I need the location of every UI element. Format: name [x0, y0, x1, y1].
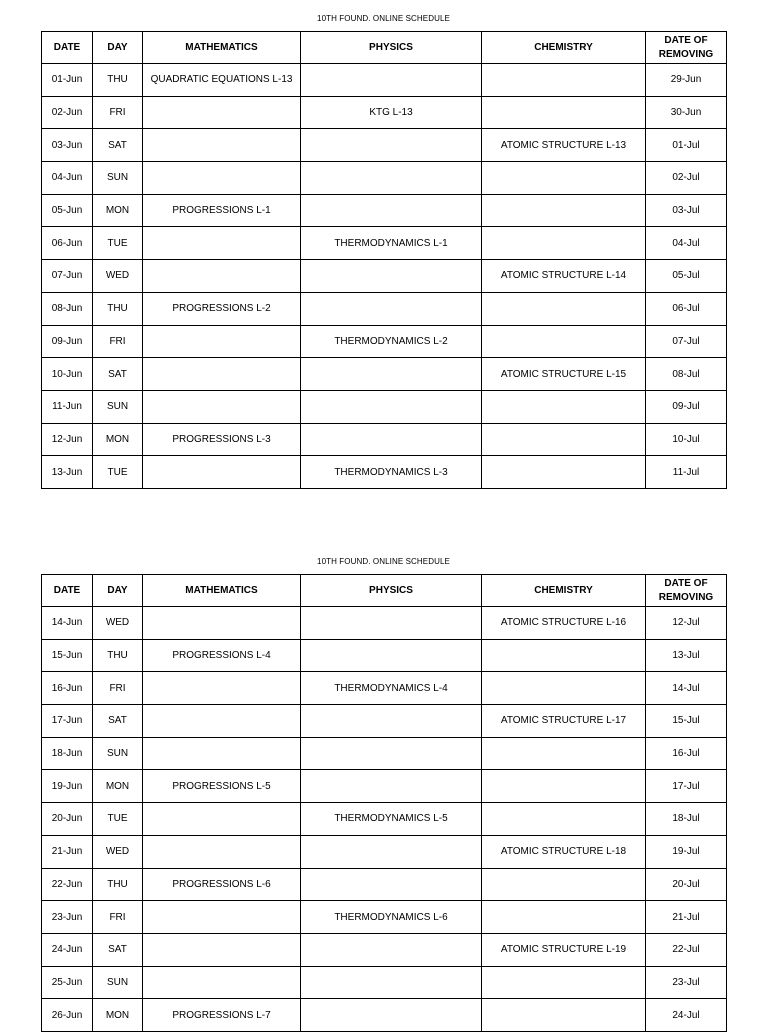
day-cell: MON — [93, 423, 143, 456]
day-cell: SUN — [93, 390, 143, 423]
chemistry-cell: ATOMIC STRUCTURE L-17 — [482, 705, 646, 738]
mathematics-cell: PROGRESSIONS L-3 — [143, 423, 301, 456]
date-cell: 14-Jun — [42, 607, 93, 640]
mathematics-cell — [143, 933, 301, 966]
physics-cell — [301, 639, 482, 672]
header-chemistry: CHEMISTRY — [482, 575, 646, 607]
day-cell: FRI — [93, 901, 143, 934]
day-cell: SAT — [93, 129, 143, 162]
chemistry-cell: ATOMIC STRUCTURE L-13 — [482, 129, 646, 162]
day-cell: SUN — [93, 966, 143, 999]
schedule-table — [41, 574, 727, 1032]
physics-cell — [301, 966, 482, 999]
physics-cell — [301, 933, 482, 966]
schedule-title: 10TH FOUND. ONLINE SCHEDULE — [317, 557, 450, 566]
schedule-sheet-2 — [41, 555, 726, 1032]
removal-date-cell: 05-Jul — [646, 260, 727, 293]
chemistry-cell — [482, 64, 646, 97]
table-row — [42, 999, 727, 1032]
table-row — [42, 260, 727, 293]
removal-date-cell: 24-Jul — [646, 999, 727, 1032]
physics-cell — [301, 64, 482, 97]
day-cell: MON — [93, 999, 143, 1032]
table-row — [42, 607, 727, 640]
chemistry-cell — [482, 803, 646, 836]
date-cell: 22-Jun — [42, 868, 93, 901]
mathematics-cell — [143, 835, 301, 868]
mathematics-cell — [143, 705, 301, 738]
day-cell: FRI — [93, 96, 143, 129]
mathematics-cell — [143, 901, 301, 934]
mathematics-cell — [143, 456, 301, 489]
header-day: DAY — [93, 32, 143, 64]
table-row — [42, 737, 727, 770]
date-cell: 23-Jun — [42, 901, 93, 934]
date-cell: 20-Jun — [42, 803, 93, 836]
physics-cell: KTG L-13 — [301, 96, 482, 129]
mathematics-cell: PROGRESSIONS L-5 — [143, 770, 301, 803]
chemistry-cell: ATOMIC STRUCTURE L-18 — [482, 835, 646, 868]
mathematics-cell — [143, 129, 301, 162]
mathematics-cell: PROGRESSIONS L-6 — [143, 868, 301, 901]
mathematics-cell: PROGRESSIONS L-4 — [143, 639, 301, 672]
physics-cell: THERMODYNAMICS L-5 — [301, 803, 482, 836]
physics-cell — [301, 292, 482, 325]
table-row — [42, 835, 727, 868]
table-row — [42, 227, 727, 260]
header-mathematics: MATHEMATICS — [143, 32, 301, 64]
chemistry-cell — [482, 456, 646, 489]
mathematics-cell — [143, 966, 301, 999]
chemistry-cell — [482, 325, 646, 358]
date-cell: 21-Jun — [42, 835, 93, 868]
chemistry-cell: ATOMIC STRUCTURE L-19 — [482, 933, 646, 966]
day-cell: FRI — [93, 672, 143, 705]
mathematics-cell — [143, 607, 301, 640]
date-cell: 19-Jun — [42, 770, 93, 803]
removal-date-cell: 17-Jul — [646, 770, 727, 803]
mathematics-cell — [143, 325, 301, 358]
mathematics-cell — [143, 227, 301, 260]
date-cell: 08-Jun — [42, 292, 93, 325]
chemistry-cell — [482, 162, 646, 195]
removal-date-cell: 08-Jul — [646, 358, 727, 391]
day-cell: SAT — [93, 933, 143, 966]
day-cell: THU — [93, 639, 143, 672]
date-cell: 11-Jun — [42, 390, 93, 423]
chemistry-cell — [482, 96, 646, 129]
schedule-sheet-1 — [41, 12, 726, 489]
day-cell: SAT — [93, 705, 143, 738]
physics-cell: THERMODYNAMICS L-3 — [301, 456, 482, 489]
table-row — [42, 358, 727, 391]
date-cell: 16-Jun — [42, 672, 93, 705]
table-row — [42, 64, 727, 97]
physics-cell: THERMODYNAMICS L-1 — [301, 227, 482, 260]
date-cell: 25-Jun — [42, 966, 93, 999]
table-row — [42, 705, 727, 738]
removal-date-cell: 07-Jul — [646, 325, 727, 358]
removal-date-cell: 04-Jul — [646, 227, 727, 260]
physics-cell — [301, 705, 482, 738]
header-mathematics: MATHEMATICS — [143, 575, 301, 607]
date-cell: 26-Jun — [42, 999, 93, 1032]
table-row — [42, 162, 727, 195]
header-date: DATE — [42, 575, 93, 607]
mathematics-cell — [143, 358, 301, 391]
table-row — [42, 639, 727, 672]
physics-cell — [301, 260, 482, 293]
chemistry-cell: ATOMIC STRUCTURE L-16 — [482, 607, 646, 640]
chemistry-cell: ATOMIC STRUCTURE L-15 — [482, 358, 646, 391]
day-cell: SUN — [93, 737, 143, 770]
chemistry-cell: ATOMIC STRUCTURE L-14 — [482, 260, 646, 293]
physics-cell — [301, 737, 482, 770]
removal-date-cell: 30-Jun — [646, 96, 727, 129]
date-cell: 18-Jun — [42, 737, 93, 770]
table-row — [42, 868, 727, 901]
removal-date-cell: 29-Jun — [646, 64, 727, 97]
chemistry-cell — [482, 770, 646, 803]
removal-date-cell: 19-Jul — [646, 835, 727, 868]
table-row — [42, 423, 727, 456]
removal-date-cell: 01-Jul — [646, 129, 727, 162]
day-cell: TUE — [93, 456, 143, 489]
schedule-table — [41, 31, 727, 489]
removal-date-cell: 22-Jul — [646, 933, 727, 966]
removal-date-cell: 06-Jul — [646, 292, 727, 325]
header-date-of-removing: DATE OF REMOVING — [646, 32, 727, 64]
date-cell: 13-Jun — [42, 456, 93, 489]
date-cell: 06-Jun — [42, 227, 93, 260]
date-cell: 24-Jun — [42, 933, 93, 966]
chemistry-cell — [482, 292, 646, 325]
mathematics-cell — [143, 390, 301, 423]
physics-cell — [301, 835, 482, 868]
removal-date-cell: 20-Jul — [646, 868, 727, 901]
date-cell: 09-Jun — [42, 325, 93, 358]
physics-cell: THERMODYNAMICS L-2 — [301, 325, 482, 358]
day-cell: WED — [93, 607, 143, 640]
physics-cell — [301, 999, 482, 1032]
day-cell: WED — [93, 260, 143, 293]
removal-date-cell: 23-Jul — [646, 966, 727, 999]
removal-date-cell: 14-Jul — [646, 672, 727, 705]
physics-cell: THERMODYNAMICS L-6 — [301, 901, 482, 934]
mathematics-cell: PROGRESSIONS L-7 — [143, 999, 301, 1032]
mathematics-cell — [143, 737, 301, 770]
day-cell: THU — [93, 868, 143, 901]
chemistry-cell — [482, 999, 646, 1032]
mathematics-cell — [143, 260, 301, 293]
day-cell: MON — [93, 770, 143, 803]
physics-cell — [301, 770, 482, 803]
mathematics-cell: PROGRESSIONS L-1 — [143, 194, 301, 227]
table-row — [42, 129, 727, 162]
chemistry-cell — [482, 901, 646, 934]
chemistry-cell — [482, 639, 646, 672]
physics-cell — [301, 390, 482, 423]
removal-date-cell: 12-Jul — [646, 607, 727, 640]
table-row — [42, 96, 727, 129]
date-cell: 17-Jun — [42, 705, 93, 738]
table-row — [42, 966, 727, 999]
removal-date-cell: 10-Jul — [646, 423, 727, 456]
date-cell: 01-Jun — [42, 64, 93, 97]
removal-date-cell: 16-Jul — [646, 737, 727, 770]
date-cell: 03-Jun — [42, 129, 93, 162]
day-cell: WED — [93, 835, 143, 868]
header-row — [42, 575, 727, 607]
table-row — [42, 292, 727, 325]
removal-date-cell: 02-Jul — [646, 162, 727, 195]
header-row — [42, 32, 727, 64]
removal-date-cell: 15-Jul — [646, 705, 727, 738]
mathematics-cell — [143, 96, 301, 129]
date-cell: 15-Jun — [42, 639, 93, 672]
physics-cell — [301, 194, 482, 227]
chemistry-cell — [482, 227, 646, 260]
table-row — [42, 672, 727, 705]
header-day: DAY — [93, 575, 143, 607]
physics-cell: THERMODYNAMICS L-4 — [301, 672, 482, 705]
table-row — [42, 901, 727, 934]
date-cell: 10-Jun — [42, 358, 93, 391]
header-physics: PHYSICS — [301, 575, 482, 607]
day-cell: MON — [93, 194, 143, 227]
mathematics-cell — [143, 803, 301, 836]
date-cell: 05-Jun — [42, 194, 93, 227]
schedule-title: 10TH FOUND. ONLINE SCHEDULE — [317, 14, 450, 23]
physics-cell — [301, 423, 482, 456]
removal-date-cell: 21-Jul — [646, 901, 727, 934]
mathematics-cell — [143, 672, 301, 705]
header-chemistry: CHEMISTRY — [482, 32, 646, 64]
table-row — [42, 770, 727, 803]
header-date: DATE — [42, 32, 93, 64]
physics-cell — [301, 358, 482, 391]
day-cell: THU — [93, 64, 143, 97]
chemistry-cell — [482, 390, 646, 423]
day-cell: SAT — [93, 358, 143, 391]
date-cell: 02-Jun — [42, 96, 93, 129]
header-date-of-removing: DATE OF REMOVING — [646, 575, 727, 607]
removal-date-cell: 13-Jul — [646, 639, 727, 672]
chemistry-cell — [482, 868, 646, 901]
removal-date-cell: 18-Jul — [646, 803, 727, 836]
chemistry-cell — [482, 966, 646, 999]
physics-cell — [301, 868, 482, 901]
header-physics: PHYSICS — [301, 32, 482, 64]
table-row — [42, 325, 727, 358]
chemistry-cell — [482, 672, 646, 705]
physics-cell — [301, 607, 482, 640]
date-cell: 07-Jun — [42, 260, 93, 293]
day-cell: THU — [93, 292, 143, 325]
table-row — [42, 933, 727, 966]
table-row — [42, 803, 727, 836]
chemistry-cell — [482, 194, 646, 227]
table-row — [42, 194, 727, 227]
day-cell: SUN — [93, 162, 143, 195]
day-cell: TUE — [93, 227, 143, 260]
date-cell: 04-Jun — [42, 162, 93, 195]
chemistry-cell — [482, 737, 646, 770]
day-cell: FRI — [93, 325, 143, 358]
physics-cell — [301, 129, 482, 162]
chemistry-cell — [482, 423, 646, 456]
mathematics-cell: PROGRESSIONS L-2 — [143, 292, 301, 325]
removal-date-cell: 11-Jul — [646, 456, 727, 489]
day-cell: TUE — [93, 803, 143, 836]
mathematics-cell: QUADRATIC EQUATIONS L-13 — [143, 64, 301, 97]
table-row — [42, 390, 727, 423]
date-cell: 12-Jun — [42, 423, 93, 456]
table-row — [42, 456, 727, 489]
removal-date-cell: 03-Jul — [646, 194, 727, 227]
mathematics-cell — [143, 162, 301, 195]
physics-cell — [301, 162, 482, 195]
removal-date-cell: 09-Jul — [646, 390, 727, 423]
